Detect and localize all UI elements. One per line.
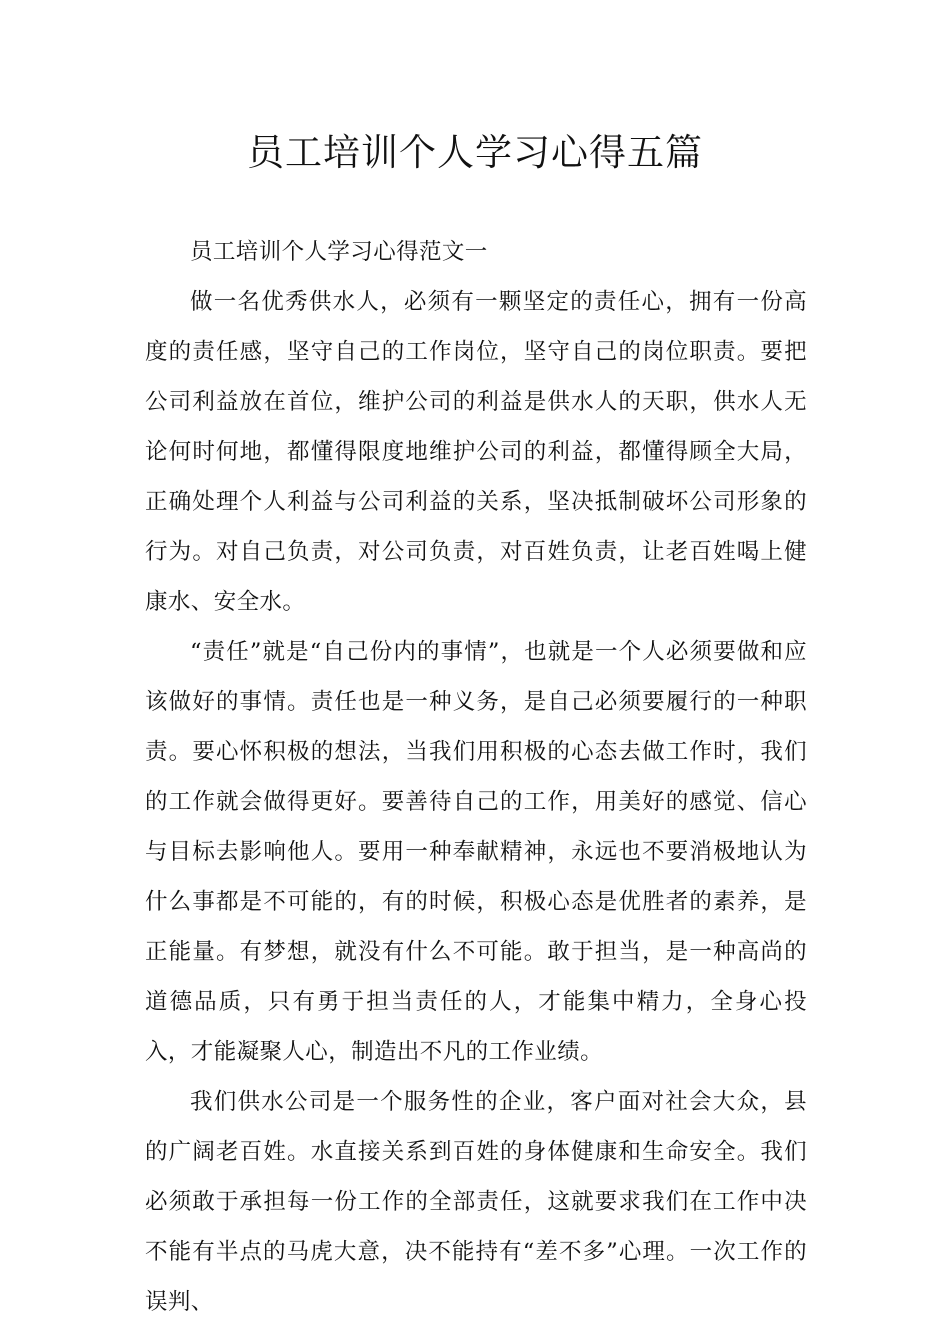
document-title: 员工培训个人学习心得五篇 [247,131,703,174]
document-body [145,227,807,1327]
body-paragraph: 做一名优秀供水人，必须有一颗坚定的责任心，拥有一份高度的责任感，坚守自己的工作岗位，坚守自己的岗位职责。要把公司利益放在首位，维护公司的利益是供水人的天职，供水人无论何时何地，都懂得限度地维护公司的利益，都懂得顾全大局，正确处理个人利益与公司利益的关系，坚决抵制破坏公司形象的行为。对自己负责，对公司负责，对百姓负责，让老百姓喝上健康水、安全水。 [145,289,807,615]
body-paragraph: 我们供水公司是一个服务性的企业，客户面对社会大众，县的广阔老百姓。水直接关系到百姓的身体健康和生命安全。我们必须敢于承担每一份工作的全部责任，这就要求我们在工作中决不能有半点的马虎大意，决不能持有“差不多”心理。一次工作的误判、 [145,1089,807,1315]
body-paragraph: “责任”就是“自己份内的事情”，也就是一个人必须要做和应该做好的事情。责任也是一种义务，是自己必须要履行的一种职责。要心怀积极的想法，当我们用积极的心态去做工作时，我们的工作就会做得更好。要善待自己的工作，用美好的感觉、信心与目标去影响他人。要用一种奉献精神，永远也不要消极地认为什么事都是不可能的，有的时候，积极心态是优胜者的素养，是正能量。有梦想，就没有什么不可能。敢于担当，是一种高尚的道德品质，只有勇于担当责任的人，才能集中精力，全身心投入，才能凝聚人心，制造出不凡的工作业绩。 [145,639,807,1065]
section-heading: 员工培训个人学习心得范文一 [190,239,488,265]
